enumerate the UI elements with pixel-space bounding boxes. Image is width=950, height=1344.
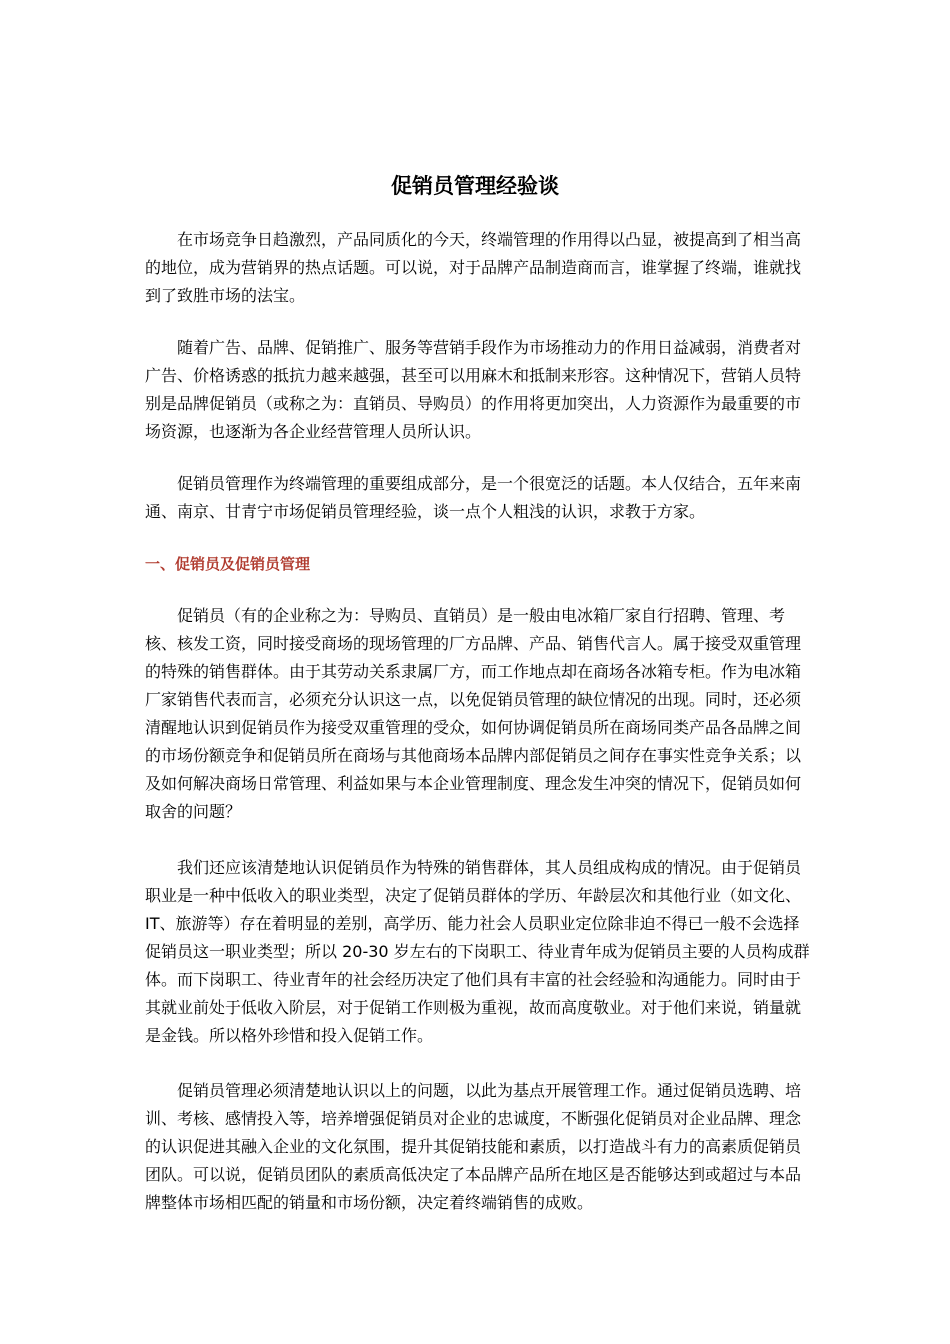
section-heading: 一、促销员及促销员管理 [145, 555, 311, 573]
document-title: 促销员管理经验谈 [391, 174, 559, 198]
section-paragraph-3: 促销员管理必须清楚地认识以上的问题，以此为基点开展管理工作。通过促销员选聘、培训、考核、感情投入等，培养增强促销员对企业的忠诚度，不断强化促销员对企业品牌、理念的认识促进其融入企业的文化氛围，提升其促销技能和素质，以打造战斗有力的高素质促销员团队。可以说，促销员团队的素质高低决定了本品牌产品所在地区是否能够达到或超过与本品牌整体市场相匹配的销量和市场份额，决定着终端销售的成败。 [145, 1081, 802, 1212]
intro-paragraph-3: 促销员管理作为终端管理的重要组成部分，是一个很宽泛的话题。本人仅结合，五年来南通、南京、甘青宁市场促销员管理经验，谈一点个人粗浅的认识，求教于方家。 [145, 474, 802, 521]
intro-paragraph-1: 在市场竞争日趋激烈，产品同质化的今天，终端管理的作用得以凸显，被提高到了相当高的地位，成为营销界的热点话题。可以说，对于品牌产品制造商而言，谁掌握了终端，谁就找到了致胜市场的法宝。 [145, 230, 802, 305]
section-paragraph-2: 我们还应该清楚地认识促销员作为特殊的销售群体，其人员组成构成的情况。由于促销员职业是一种中低收入的职业类型，决定了促销员群体的学历、年龄层次和其他行业（如文化、IT、旅游等）存在着明显的差别，高学历、能力社会人员职业定位除非迫不得已一般不会选择促销员这一职业类型；所以 20-30 岁左右的下岗职工、待业青年成为促销员主要的人员构成群体。而下岗职工、待业青年的社会经历决定了他们具有丰富的社会经验和沟通能力。同时由于其就业前处于低收入阶层，对于促销工作则极为重视，故而高度敬业。对于他们来说，销量就是金钱。所以格外珍惜和投入促销工作。 [145, 858, 810, 1045]
section-paragraph-1: 促销员（有的企业称之为：导购员、直销员）是一般由电冰箱厂家自行招聘、管理、考核、核发工资，同时接受商场的现场管理的厂方品牌、产品、销售代言人。属于接受双重管理的特殊的销售群体。由于其劳动关系隶属厂方，而工作地点却在商场各冰箱专柜。作为电冰箱厂家销售代表而言，必须充分认识这一点，以免促销员管理的缺位情况的出现。同时，还必须清醒地认识到促销员作为接受双重管理的受众，如何协调促销员所在商场同类产品各品牌之间的市场份额竞争和促销员所在商场与其他商场本品牌内部促销员之间存在事实性竞争关系；以及如何解决商场日常管理、利益如果与本企业管理制度、理念发生冲突的情况下，促销员如何取舍的问题？ [145, 606, 802, 821]
intro-paragraph-2: 随着广告、品牌、促销推广、服务等营销手段作为市场推动力的作用日益减弱，消费者对广告、价格诱惑的抵抗力越来越强，甚至可以用麻木和抵制来形容。这种情况下，营销人员特别是品牌促销员（或称之为：直销员、导购员）的作用将更加突出，人力资源作为最重要的市场资源，也逐渐为各企业经营管理人员所认识。 [145, 338, 802, 441]
